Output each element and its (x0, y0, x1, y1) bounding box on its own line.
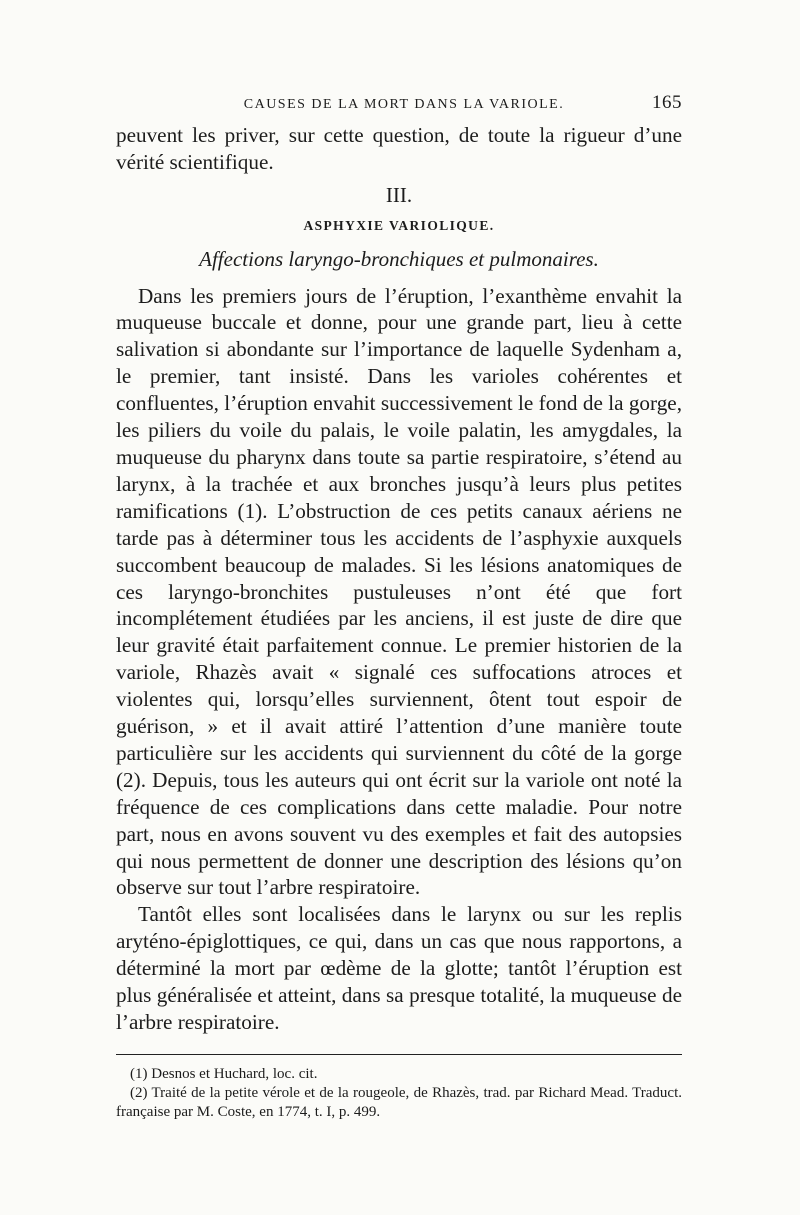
footnotes (116, 1065, 682, 1122)
main-text (116, 122, 682, 1036)
page-number: 165 (652, 92, 682, 113)
footnote-divider (116, 1054, 682, 1055)
section-number: III. (385, 182, 413, 207)
running-title: CAUSES DE LA MORT DANS LA VARIOLE. (243, 97, 565, 112)
footnote-1: (1) Desnos et Huchard, loc. cit. (130, 1065, 318, 1082)
running-head (116, 92, 682, 122)
paragraph-eruption: Dans les premiers jours de l’éruption, l’exanthème envahit la muqueuse buccale et donne, pour une grande part, lieu à cette salivation si abondante sur l’importance de laquelle Sydenham a, le premier, tant insisté. Dans les varioles cohérentes et confluentes, l’éruption envahit successivement le fond de la gorge, les piliers du voile du palais, le voile palatin, les amygdales, la muqueuse du pharynx dans toute sa partie respiratoire, s’étend au larynx, à la trachée et aux bronches jusqu’à leurs plus petites ramifications (1). L’obstruction de ces petits canaux aériens ne tarde pas à déterminer tous les accidents de l’asphyxie auxquels succombent beaucoup de malades. Si les lésions anatomiques de ces laryngo-bronchites pustuleuses n’ont été que fort incomplétement étudiées par les anciens, il est juste de dire que leur gravité était parfaitement connue. Le premier historien de la variole, Rhazès avait « signalé ces suffocations atroces et violentes qui, lorsqu’elles surviennent, ôtent tout espoir de guérison, » et il avait attiré l’attention d’une manière toute particulière sur les accidents qui surviennent du côté de la gorge (2). Depuis, tous les auteurs qui ont écrit sur la variole ont noté la fréquence de ces complications dans cette maladie. Pour notre part, nous en avons souvent vu des exemples et fait des autopsies qui nous permettent de donner une description des lésions qu’on observe sur tout l’arbre respiratoire. (116, 283, 682, 900)
footnote-2: (2) Traité de la petite vérole et de la rougeole, de Rhazès, trad. par Richard Mead. Traduct. française par M. Coste, en 1774, t. I, p. 499. (116, 1084, 682, 1120)
section-subtitle: Affections laryngo-bronchiques et pulmonaires. (199, 246, 599, 271)
carryover-paragraph: peuvent les priver, sur cette question, de toute la rigueur d’une vérité scientifique. (116, 123, 682, 174)
section-title: ASPHYXIE VARIOLIQUE. (303, 217, 495, 233)
book-page (116, 92, 682, 1122)
paragraph-localisation: Tantôt elles sont localisées dans le larynx ou sur les replis aryténo-épiglottiques, ce qui, dans un cas que nous rapportons, a déterminé la mort par œdème de la glotte; tantôt l’éruption est plus généralisée et atteint, dans sa presque totalité, la muqueuse de l’arbre respiratoire. (116, 902, 682, 1034)
